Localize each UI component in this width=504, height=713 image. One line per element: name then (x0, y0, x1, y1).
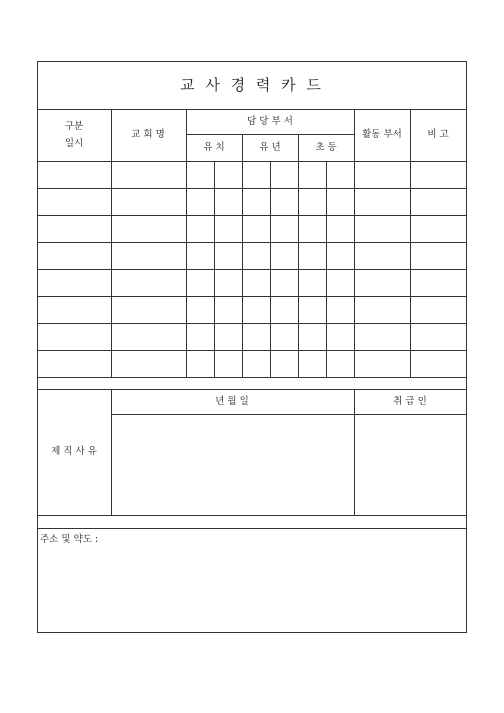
header-church-name: 교 회 명 (131, 129, 165, 140)
header-category-bottom: 일시 (64, 138, 84, 149)
divider-resign-end (37, 515, 467, 516)
divider-row-5 (37, 296, 467, 297)
divider-row-6 (37, 323, 467, 324)
col-line-8 (354, 109, 355, 377)
resignation-handler-header: 취 급 인 (393, 396, 427, 407)
col-line-6 (298, 134, 299, 377)
divider-dept-split (186, 134, 354, 135)
col-line-1 (111, 109, 112, 377)
divider-row-4 (37, 269, 467, 270)
divider-row-7 (37, 350, 467, 351)
header-elementary: 초 등 (315, 142, 337, 153)
divider-row-2 (37, 215, 467, 216)
teacher-career-card (37, 61, 467, 633)
divider-row-3 (37, 242, 467, 243)
header-preschool: 유 년 (259, 142, 281, 153)
divider-row-8 (37, 377, 467, 378)
resignation-date-header: 년 월 일 (215, 396, 249, 407)
resign-col-line-1 (111, 389, 112, 515)
resign-col-line-2 (354, 389, 355, 515)
divider-header-bottom (37, 161, 467, 162)
col-line-4 (242, 134, 243, 377)
divider-table-end (37, 389, 467, 390)
divider-resign-header (111, 414, 467, 415)
col-line-5 (270, 161, 271, 377)
col-line-3 (214, 161, 215, 377)
divider-title-bottom (37, 109, 467, 110)
header-kindergarten: 유 치 (203, 142, 225, 153)
address-label: 주소 및 약도 : (40, 534, 99, 545)
header-remarks: 비 고 (427, 129, 449, 140)
header-department-group: 담 당 부 서 (247, 116, 293, 127)
divider-row-1 (37, 188, 467, 189)
form-title: 교 사 경 력 카 드 (180, 76, 324, 94)
header-category-top: 구분 (64, 121, 84, 132)
header-activity-department: 활동 부서 (362, 129, 402, 140)
divider-address-top (37, 528, 467, 529)
col-line-7 (326, 161, 327, 377)
col-line-2 (186, 109, 187, 377)
resignation-label: 제 직 사 유 (51, 446, 97, 457)
col-line-9 (410, 109, 411, 377)
